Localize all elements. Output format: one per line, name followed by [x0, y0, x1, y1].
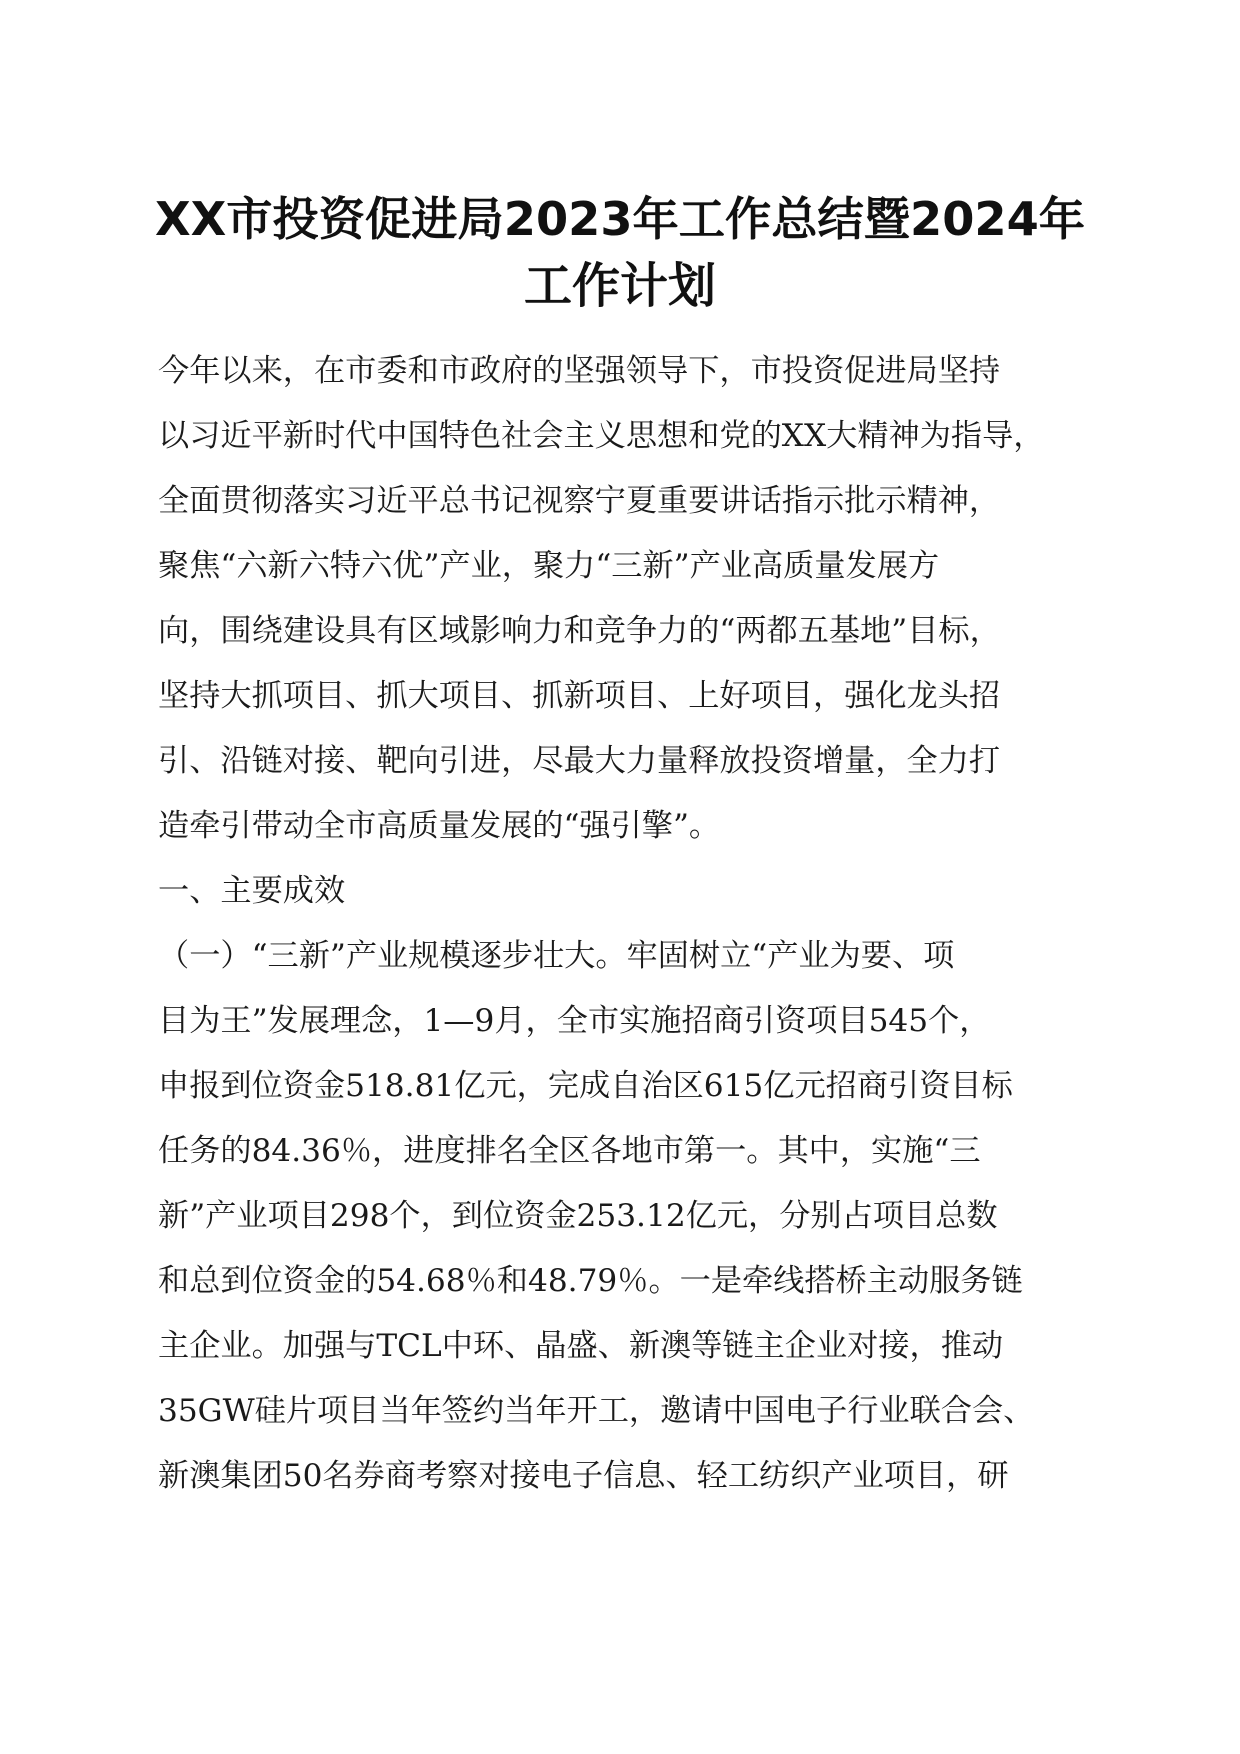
body-text-line: 目为王”发展理念，1—9月，全市实施招商引资项目545个，: [158, 1003, 991, 1039]
body-text-line: 聚焦“六新六特六优”产业，聚力“三新”产业高质量发展方: [158, 548, 940, 584]
body-text-line: 向，围绕建设具有区域影响力和竞争力的“两都五基地”目标，: [158, 613, 1001, 649]
body-text-line: 35GW硅片项目当年签约当年开工，邀请中国电子行业联合会、: [158, 1393, 1035, 1429]
body-text-line: 坚持大抓项目、抓大项目、抓新项目、上好项目，强化龙头招: [158, 678, 1001, 714]
subsection-heading-line: （一）“三新”产业规模逐步壮大。牢固树立“产业为要、项: [158, 938, 955, 974]
body-text-line: 造牵引带动全市高质量发展的“强引擎”。: [158, 808, 721, 844]
document-title-line-1: XX市投资促进局2023年工作总结暨2024年: [154, 192, 1085, 246]
body-text-line: 新澳集团50名券商考察对接电子信息、轻工纺织产业项目，研: [158, 1458, 1009, 1494]
body-text-line: 引、沿链对接、靶向引进，尽最大力量释放投资增量，全力打: [158, 743, 1001, 779]
body-text-line: 申报到位资金518.81亿元，完成自治区615亿元招商引资目标: [158, 1068, 1013, 1104]
body-text-line: 以习近平新时代中国特色社会主义思想和党的XX大精神为指导，: [158, 418, 1045, 454]
body-text-line: 和总到位资金的54.68％和48.79％。一是牵线搭桥主动服务链: [158, 1263, 1023, 1299]
body-text-line: 全面贯彻落实习近平总书记视察宁夏重要讲话指示批示精神，: [158, 483, 1001, 519]
body-text-line: 今年以来，在市委和市政府的坚强领导下，市投资促进局坚持: [158, 353, 1001, 389]
body-text-line: 任务的84.36％，进度排名全区各地市第一。其中，实施“三: [158, 1133, 981, 1169]
document-title-line-2: 工作计划: [523, 258, 716, 314]
body-text-line: 新”产业项目298个，到位资金253.12亿元，分别占项目总数: [158, 1198, 998, 1234]
section-heading: 一、主要成效: [158, 873, 346, 909]
body-text-line: 主企业。加强与TCL中环、晶盛、新澳等链主企业对接，推动: [158, 1328, 1004, 1364]
